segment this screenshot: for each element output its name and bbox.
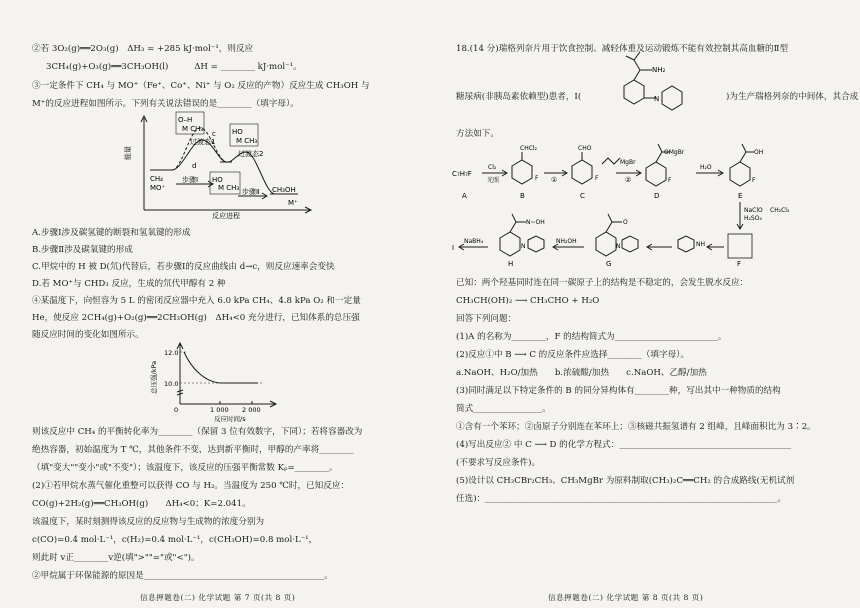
curve-c-label: c <box>212 130 216 138</box>
label-b: B <box>520 192 525 200</box>
compound-i-structure <box>600 56 710 122</box>
label-h: H <box>508 260 514 268</box>
ch2cl2: CH₂Cl₂ <box>770 207 790 214</box>
after-line: (2)①若甲烷水蒸气催化重整可以获得 CO 与 H₂。当温度为 250 ℃时，已知反应： <box>32 481 350 491</box>
question-line: (2)反应①中 B ⟶ C 的反应条件应选择________（填字母）。 <box>456 350 690 360</box>
step2-circle: ② <box>625 176 632 184</box>
svg-text:HO: HO <box>232 128 243 136</box>
i-label: I <box>452 244 455 252</box>
h2so4: H₂SO₄ <box>744 215 762 222</box>
ytick-12: 12.0 <box>164 349 179 357</box>
xtick-2000: 2 000 <box>242 406 261 414</box>
step1-label: 步骤Ⅰ <box>182 176 199 184</box>
svg-text:M CH₃: M CH₃ <box>236 137 258 145</box>
option-d: D.若 MO⁺与 CHD₃ 反应，生成的氘代甲醇有 2 种 <box>32 279 226 289</box>
known-2: CH₃CH(OH)₂ ⟶ CH₃CHO + H₂O <box>456 296 600 306</box>
question-line: a.NaOH、H₂O/加热 b.浓硫酸/加热 c.NaOH、乙醇/加热 <box>456 368 707 378</box>
label-c: C <box>580 192 585 200</box>
nh-label: NH <box>696 241 705 248</box>
h-n: N <box>521 243 526 250</box>
c-f: F <box>595 175 599 182</box>
reactant-ch4: CH₄ <box>150 175 163 183</box>
option-b: B.步骤Ⅱ涉及碳氧键的形成 <box>32 245 133 255</box>
after-line: 则该反应中 CH₄ 的平衡转化率为________（保留 3 位有效数字，下同）；若将容器改为 <box>32 427 363 437</box>
time-xlabel: 反应时间/s <box>214 415 246 423</box>
q18-line: 18.(14 分)瑞格列奈片用于饮食控制、减轻体重及运动锻炼不能有效控制其高血糖的Ⅱ型 <box>456 44 789 54</box>
q4-line: 随反应时间的变化如图所示。 <box>32 330 144 340</box>
label-f: F <box>737 260 742 268</box>
nabh4: NaBH₄ <box>464 238 484 245</box>
reactant-mo: MO⁺ <box>150 184 166 192</box>
product-m: M⁺ <box>288 199 298 207</box>
ts1-label: 过渡态1 <box>190 138 216 146</box>
after-line: 该温度下，某时刻测得该反应的反应物与生成物的浓度分别为 <box>32 517 265 527</box>
origin-label: 0 <box>174 406 179 414</box>
product-ch3oh: CH₃OH <box>272 186 296 194</box>
pressure-graph <box>150 340 280 423</box>
svg-text:HO: HO <box>212 176 223 184</box>
question-line: ①含有一个苯环；②卤原子分别连在苯环上；③核磁共振氢谱有 2 组峰，且峰面积比为 3∶2。 <box>456 422 816 432</box>
g-n: N <box>616 243 621 250</box>
question-line: (1)A 的名称为________，F 的结构简式为________________________。 <box>456 332 727 342</box>
mgbr-label: MgBr <box>620 159 636 166</box>
nh2-label: NH₂ <box>652 66 666 74</box>
left-line: ②若 3O₂(g)══2O₃(g) ΔH₃ = +285 kJ·mol⁻¹，则反应 <box>32 44 254 54</box>
question-line: (3)同时满足以下特定条件的 B 的同分异构体有________种，写出其中一种物质的结构 <box>456 386 781 396</box>
svg-text:O–H: O–H <box>178 116 193 124</box>
step1-circle: ① <box>551 176 558 184</box>
label-a: A <box>462 192 467 200</box>
left-footer: 信息押题卷(二) 化学试题 第 7 页(共 8 页) <box>140 593 296 602</box>
right-page <box>430 0 860 608</box>
b-chcl2: CHCl₂ <box>520 145 537 152</box>
xtick-1000: 1 000 <box>210 406 229 414</box>
d-f: F <box>668 177 672 184</box>
answer-heading: 回答下列问题： <box>456 314 517 324</box>
curve-d-label: d <box>192 162 197 170</box>
d-omgbr: OMgBr <box>664 149 685 156</box>
svg-text:M CH₃: M CH₃ <box>218 184 240 192</box>
h2o-label: H₂O <box>700 164 712 171</box>
x-axis-label: 反应进程 <box>212 212 240 220</box>
label-g: G <box>606 260 612 268</box>
e-oh: OH <box>754 149 764 156</box>
q4-line: ④某温度下，向恒容为 5 L 的密闭反应器中充入 6.0 kPa CH₄、4.8 kPa O₂ 和一定量 <box>32 296 361 306</box>
step2-label: 步骤Ⅱ <box>242 188 260 196</box>
question-line: (4)写出反应② 中 C ⟶ D 的化学方程式：________________________________________ <box>456 440 792 450</box>
option-a: A.步骤Ⅰ涉及碳氢键的断裂和氢氧键的形成 <box>32 228 191 238</box>
left-line: M⁺的反应进程如图所示。下列有关说法错误的是________（填字母）。 <box>32 99 299 109</box>
pressure-ylabel: 总压强/kPa <box>150 360 158 394</box>
ts2-label: 过渡态2 <box>238 150 264 158</box>
question-line: 简式________________。 <box>456 404 551 414</box>
question-line: (5)设计以 CH₃CBr₂CH₃、CH₃MgBr 为原料制取(CH₃)₂C══CH₂ 的合成路线(无机试剂 <box>456 476 795 486</box>
y-axis-label: 能量 <box>124 146 132 160</box>
q18-line: )为生产瑞格列奈的中间体，其合成 <box>726 92 859 102</box>
c-cho: CHO <box>578 145 592 152</box>
b-f: F <box>535 175 539 182</box>
cond-light: 光照 <box>487 177 500 184</box>
after-line: ②甲烷属于环保能源的原因是__________________________________________。 <box>32 571 333 581</box>
after-line: CO(g)+2H₂(g)══CH₃OH(g) ΔH₄<0；K=2.041。 <box>32 499 251 509</box>
left-line: ③一定条件下 CH₄ 与 MO⁺（Fe⁺、Co⁺、Ni⁺ 与 O₂ 反应的产物）反应生成 CH₃OH 与 <box>32 81 370 91</box>
h-noh: N~OH <box>526 219 545 226</box>
energy-diagram <box>120 110 320 218</box>
e-f: F <box>752 177 756 184</box>
formula-a: C₇H₇F <box>452 170 472 178</box>
after-line: c(CO)=0.4 mol·L⁻¹，c(H₂)=0.4 mol·L⁻¹，c(CH₃OH)=0.8 mol·L⁻¹， <box>32 535 318 545</box>
q18-line: 方法如下。 <box>456 129 499 139</box>
svg-text:M CH₃: M CH₃ <box>182 125 204 133</box>
synthesis-scheme <box>450 142 850 270</box>
right-footer: 信息押题卷(二) 化学试题 第 8 页(共 8 页) <box>548 593 704 602</box>
label-d: D <box>654 192 660 200</box>
after-line: （填"变大""变小"或"不变"）；该温度下，该反应的压强平衡常数 Kₚ=________。 <box>32 463 338 473</box>
ytick-10: 10.0 <box>164 380 179 388</box>
question-line: (不要求写反应条件)。 <box>456 458 541 468</box>
option-c: C.甲烷中的 H 被 D(氘)代替后，若步骤Ⅰ的反应曲线由 d→c，则反应速率会变快 <box>32 262 335 272</box>
after-line: 绝热容器，初始温度为 T ℃，其他条件不变，达到新平衡时，甲醇的产率将________ <box>32 445 354 455</box>
after-line: 则此时 v正________v逆(填">""="或"<")。 <box>32 553 200 563</box>
cond-cl2: Cl₂ <box>488 164 497 171</box>
naclo: NaClO <box>744 207 763 214</box>
question-line: 任选)：____________________________________________________________________。 <box>456 494 786 504</box>
label-e: E <box>738 192 743 200</box>
known-1: 已知：两个羟基同时连在同一碳原子上的结构是不稳定的，会发生脱水反应： <box>456 278 749 288</box>
q18-line: 糖尿病(非胰岛素依赖型)患者，Ⅰ( <box>456 92 582 102</box>
left-line: 3CH₄(g)+O₃(g)══3CH₃OH(l) ΔH = ________ kJ·mol⁻¹。 <box>46 62 302 72</box>
nh2oh: NH₂OH <box>556 238 577 245</box>
n-label: N <box>654 95 660 103</box>
g-o: O <box>623 219 628 226</box>
q4-line: He，使反应 2CH₄(g)+O₂(g)══2CH₃OH(g) ΔH₄<0 充分进行，已知体系的总压强 <box>32 313 360 323</box>
